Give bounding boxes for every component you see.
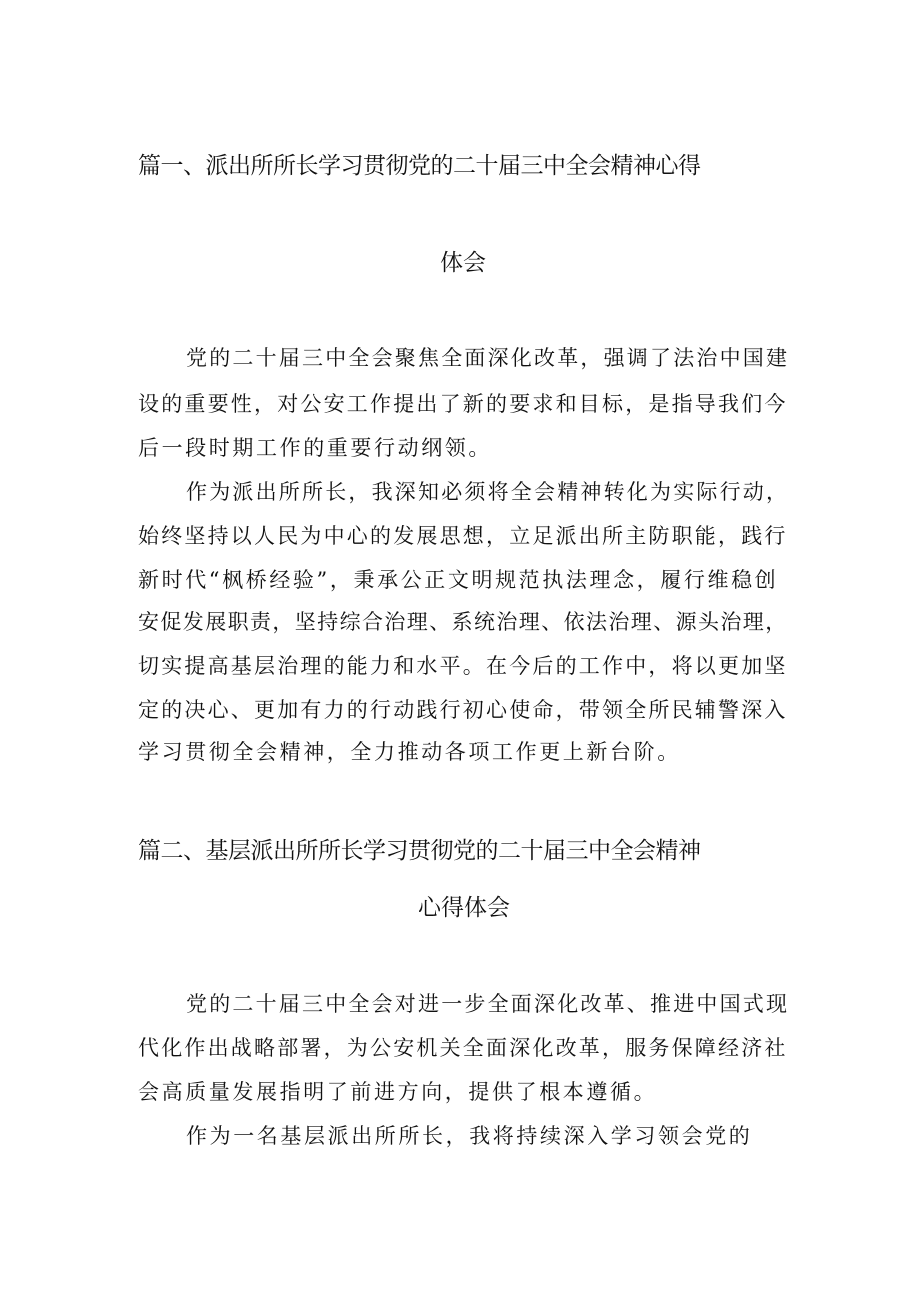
section-1-title-line-2: 体会 [440,250,486,276]
paragraph-line: 切实提高基层治理的能力和水平。在今后的工作中，将以更加坚 [138,654,788,678]
paragraph-line: 作为派出所所长，我深知必须将全会精神转化为实际行动， [186,480,790,504]
paragraph-line: 代化作出战略部署，为公安机关全面深化改革，服务保障经济社 [138,1036,788,1060]
paragraph-line: 新时代“枫桥经验”，秉承公正文明规范执法理念，履行维稳创 [138,568,779,592]
paragraph-line: 始终坚持以人民为中心的发展思想，立足派出所主防职能，践行 [138,524,788,548]
section-2-title-line-1: 篇二、基层派出所所长学习贯彻党的二十届三中全会精神 [138,838,701,864]
paragraph-line: 会高质量发展指明了前进方向，提供了根本遵循。 [138,1080,658,1104]
paragraph-line: 定的决心、更加有力的行动践行初心使命，带领全所民辅警深入 [138,698,788,722]
section-1-title-line-1: 篇一、派出所所长学习贯彻党的二十届三中全会精神心得 [138,153,701,179]
paragraph-line: 党的二十届三中全会聚焦全面深化改革，强调了法治中国建 [186,346,790,370]
section-2-title-line-2: 心得体会 [418,895,510,921]
paragraph-line: 设的重要性，对公安工作提出了新的要求和目标，是指导我们今 [138,392,788,416]
paragraph-line: 学习贯彻全会精神，全力推动各项工作更上新台阶。 [138,740,681,764]
paragraph-line: 后一段时期工作的重要行动纲领。 [138,436,492,460]
paragraph-line: 安促发展职责，坚持综合治理、系统治理、依法治理、源头治理， [138,610,788,634]
paragraph-line: 党的二十届三中全会对进一步全面深化改革、推进中国式现 [186,992,790,1016]
paragraph-line: 作为一名基层派出所所长，我将持续深入学习领会党的 [186,1124,753,1148]
